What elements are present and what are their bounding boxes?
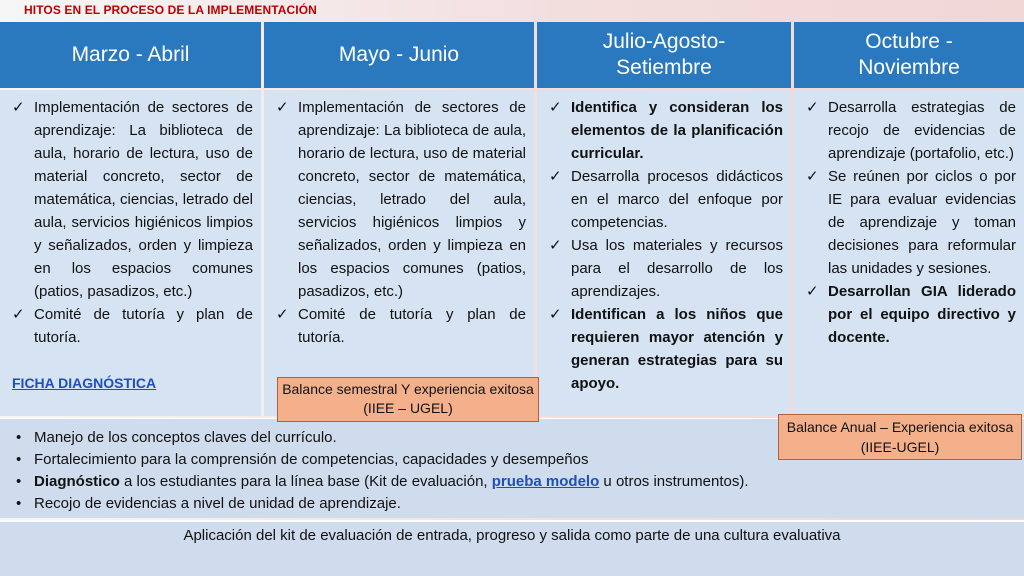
header-julio-setiembre: [537, 22, 791, 88]
bullet-icon: •: [16, 429, 22, 446]
column-marzo-abril: [0, 90, 261, 416]
list-item: [545, 165, 783, 234]
list-item: [8, 96, 253, 303]
item-text: Fortalecimiento para la comprensión de competencias, capacidades y desempeños: [34, 451, 589, 468]
item-text: u otros instrumentos).: [599, 473, 749, 490]
final-statement: Aplicación del kit de evaluación de entrada, progreso y salida como parte de una cultura evaluativa: [0, 520, 1024, 576]
list-item: [10, 493, 1014, 515]
prueba-modelo-link[interactable]: prueba modelo: [491, 473, 600, 490]
list-item: [8, 303, 253, 349]
item-text: Identifican a los niños que requieren mayor atención y generan estrategias para su apoyo.: [571, 306, 783, 392]
list-item: [545, 303, 783, 395]
balance-anual-box: Balance Anual – Experiencia exitosa (IIEE-UGEL): [778, 414, 1022, 460]
list-item: [802, 96, 1016, 165]
item-bold-text: Diagnóstico: [34, 473, 120, 490]
page-title: HITOS EN EL PROCESO DE LA IMPLEMENTACIÓN: [24, 3, 317, 17]
column-julio-setiembre: [537, 90, 791, 416]
header-label: Marzo - Abril: [71, 42, 190, 66]
item-text: Comité de tutoría y plan de tutoría.: [298, 306, 526, 346]
item-text: Usa los materiales y recursos para el desarrollo de los aprendizajes.: [571, 237, 783, 300]
column-mayo-junio: [264, 90, 534, 416]
checkmark-icon: ✓: [549, 237, 562, 254]
balance-semestral-box: Balance semestral Y experiencia exitosa (IIEE – UGEL): [277, 377, 539, 422]
header-label: Mayo - Junio: [338, 42, 460, 66]
bullet-icon: •: [16, 451, 22, 468]
bullet-icon: •: [16, 473, 22, 490]
item-text: Implementación de sectores de aprendizaje: La biblioteca de aula, horario de lectura, uso de material concreto, sector de matemática, ciencias, letrado del aula, servicios higiénicos limpios y señalizados, orden y limpieza en los espacios comunes (patios, pasadizos, etc.): [298, 99, 526, 300]
header-label: Setiembre: [616, 56, 712, 79]
item-text: Desarrolla estrategias de recojo de evidencias de aprendizaje (portafolio, etc.): [828, 99, 1016, 162]
checkmark-icon: ✓: [806, 283, 819, 300]
list-item: [545, 234, 783, 303]
item-text: a los estudiantes para la línea base (Kit de evaluación,: [119, 473, 492, 490]
item-text: Implementación de sectores de aprendizaje: La biblioteca de aula, horario de lectura, uso de material concreto, sector de matemática, ciencias, letrado del aula, servicios higiénicos limpios y señalizados, orden y limpieza en los espacios comunes (patios, pasadizos, etc.): [34, 99, 253, 300]
item-text: Comité de tutoría y plan de tutoría.: [34, 306, 253, 346]
list-item: [10, 471, 1014, 493]
list-item: [802, 165, 1016, 280]
list-item: [272, 96, 526, 303]
header-label: Julio-Agosto-: [602, 29, 726, 53]
checkmark-icon: ✓: [12, 99, 25, 116]
list-item: [802, 280, 1016, 349]
header-marzo-abril: [0, 22, 261, 88]
checkmark-icon: ✓: [549, 168, 562, 185]
column-octubre-noviembre: [794, 90, 1024, 416]
checkmark-icon: ✓: [806, 99, 819, 116]
checkmark-icon: ✓: [276, 306, 289, 323]
bullet-icon: •: [16, 495, 22, 512]
ficha-diagnostica-link[interactable]: FICHA DIAGNÓSTICA: [12, 375, 157, 391]
header-octubre-noviembre: [794, 22, 1024, 88]
list-item: [272, 303, 526, 349]
item-text: Desarrolla procesos didácticos en el marco del enfoque por competencias.: [571, 168, 783, 231]
checkmark-icon: ✓: [12, 306, 25, 323]
header-mayo-junio: [264, 22, 534, 88]
checkmark-icon: ✓: [549, 306, 562, 323]
item-text: Identifica y consideran los elementos de la planificación curricular.: [571, 99, 783, 162]
item-text: Se reúnen por ciclos o por IE para evaluar evidencias de aprendizaje y toman decisiones para reformular las unidades y sesiones.: [828, 168, 1016, 277]
checkmark-icon: ✓: [806, 168, 819, 185]
checkmark-icon: ✓: [276, 99, 289, 116]
item-text: Recojo de evidencias a nivel de unidad de aprendizaje.: [34, 495, 401, 512]
item-text: Manejo de los conceptos claves del currículo.: [34, 429, 337, 446]
header-label: Octubre -: [865, 29, 953, 53]
item-text: Desarrollan GIA liderado por el equipo directivo y docente.: [828, 283, 1016, 346]
checkmark-icon: ✓: [549, 99, 562, 116]
list-item: [545, 96, 783, 165]
header-label: Noviembre: [858, 56, 960, 79]
